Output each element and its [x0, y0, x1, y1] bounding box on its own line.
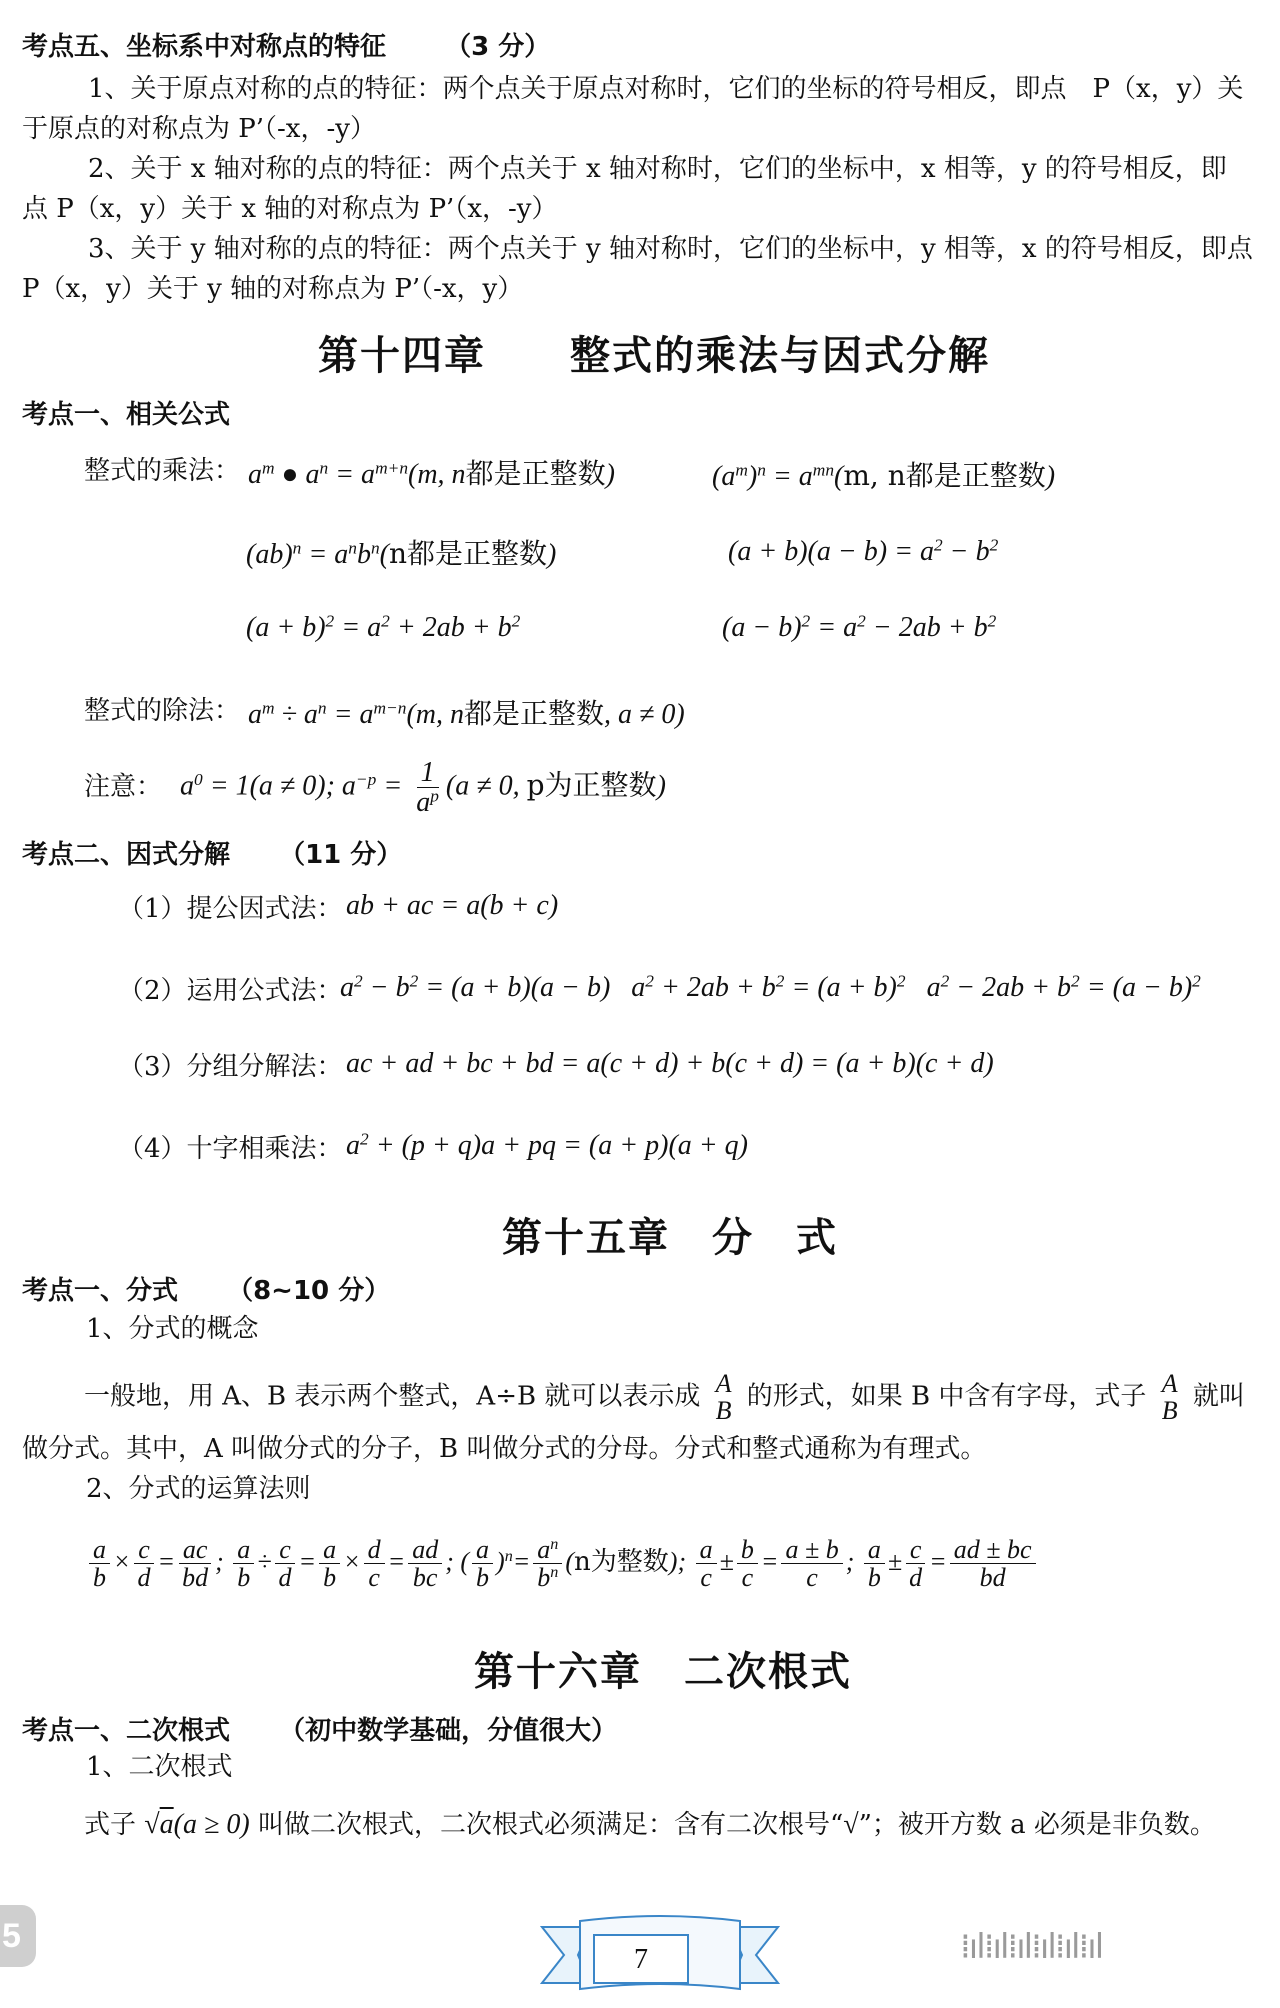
- formula-factor-identities: $a^2 - b^2 = (a + b)(a - b) a^2 + 2ab + b^2 = (a + b)^2$ $a^2 - 2ab + b^2 = (a - b)^2$: [340, 971, 1201, 1003]
- formula-square-diff: $(a - b)^2 = a^2 - 2ab + b^2$: [722, 611, 997, 643]
- mul-label: 整式的乘法：: [84, 456, 241, 486]
- cond-n-integer: n为整数: [574, 1546, 669, 1577]
- sec5-para2-line1: 2、关于 x 轴对称的点的特征：两个点关于 x 轴对称时，它们的坐标中，x 相等，y 的符号相反，即: [88, 154, 1227, 184]
- fraction-concept-line2: 做分式。其中，A 叫做分式的分子，B 叫做分式的分母。分式和整式通称为有理式。: [22, 1434, 987, 1464]
- formula-product-power: $(ab)^n = a^nb^n(n$都是正整数): [246, 537, 557, 570]
- ch15-subsection-2: 2、分式的运算法则: [86, 1474, 311, 1504]
- ch15-k1-score: （8~10 分）: [227, 1276, 391, 1306]
- fraction-concept-text-a: 一般地，用 A、B 表示两个整式，A÷B 就可以表示成: [84, 1381, 701, 1412]
- chapter16-title: 第十六章 二次根式: [474, 1649, 852, 1695]
- formula-power-of-power: $(a^m)^n = a^{mn}(m$, n都是正整数): [712, 459, 1056, 492]
- fraction-concept-text-c: 就叫: [1192, 1381, 1245, 1412]
- factor-method-2-label: （2）运用公式法：: [118, 976, 343, 1006]
- fraction-a-over-b: A B: [715, 1369, 732, 1426]
- ch16-k1-note: （初中数学基础，分值很大）: [279, 1716, 618, 1746]
- formula-common-factor: ab + ac = a(b + c): [346, 890, 559, 921]
- watermark-bars: ⁞ıl⁞ıl⁞ıl⁞ıl⁞ıl⁞ıl: [960, 1927, 1103, 1967]
- ch16-k1-text: 考点一、二次根式: [22, 1716, 231, 1746]
- fraction-a-over-b-2: A B: [1161, 1369, 1178, 1426]
- ch15-subsection-1: 1、分式的概念: [86, 1314, 259, 1344]
- ch14-k2-title: [22, 834, 402, 871]
- sec5-score: （3 分）: [445, 32, 551, 62]
- sqrt-symbol: √: [843, 1809, 859, 1840]
- factor-method-4-label: （4）十字相乘法：: [118, 1134, 343, 1164]
- cond-p: p为正整数: [526, 768, 657, 802]
- factor-method-3-label: （3）分组分解法：: [118, 1052, 343, 1082]
- ch16-subsection-1: 1、二次根式: [86, 1752, 233, 1782]
- ch15-k1-title: [22, 1270, 390, 1307]
- sec5-para1-line1: 1、关于原点对称的点的特征：两个点关于原点对称时，它们的坐标的符号相反，即点 P（x，y）关: [88, 74, 1244, 104]
- formula-cross-multiplication: $a^2 + (p + q)a$ + pq = (a + p)(a + q): [346, 1129, 748, 1161]
- ch15-k1-text: 考点一、分式: [22, 1276, 179, 1306]
- ch16-k1-title: [22, 1710, 617, 1747]
- formula-grouping: ac + ad + bc + bd = a(c + d) + b(c + d) = (a + b)(c + d): [346, 1048, 994, 1079]
- formula-power-quotient: $a^m \div a^n = a^{m-n}(m$, n都是正整数, a ≠ 0): [248, 697, 685, 730]
- formula-zero-negative-exponent: $a^0 = 1(a \ne 0)$; $a^{-p}$ = $\frac{1}{a^p}$ (a ≠ 0, p为正整数): [180, 757, 666, 819]
- formula-power-product: $a^m$ ● $a^n = a^{m+n}(m$, n都是正整数): [248, 457, 615, 490]
- div-label: 整式的除法：: [84, 696, 241, 726]
- ch14-k2-text: 考点二、因式分解: [22, 840, 231, 870]
- sqrt-text-b: 叫做二次根式，二次根式必须满足：含有二次根号“: [257, 1810, 844, 1840]
- sec5-para1-line2: 于原点的对称点为 P’（-x，-y）: [22, 114, 376, 144]
- sqrt-definition-line: [84, 1808, 1216, 1842]
- fraction-concept-text-b: 的形式，如果 B 中含有字母，式子: [746, 1381, 1147, 1412]
- side-tab-label: 5: [2, 1917, 21, 1955]
- fraction-one-over-ap: $\frac{1}{a^p}$: [416, 757, 439, 819]
- sqrt-text-c: ”；被开方数 a 必须是非负数。: [858, 1810, 1216, 1840]
- sqrt-expression: √a(a ≥ 0): [144, 1809, 250, 1840]
- sqrt-text-a: 式子: [84, 1810, 137, 1840]
- sec5-para3-line1: 3、关于 y 轴对称的点的特征：两个点关于 y 轴对称时，它们的坐标中，y 相等，x 的符号相反，即点: [88, 234, 1253, 264]
- cond-n: n都是正整数: [388, 537, 547, 570]
- formula-square-sum: $(a + b)^2 = a^2 + 2ab + b^2$: [246, 611, 521, 643]
- formula-fraction-operations: $\frac{a}{b}$ × $\frac{c}{d}$ = $\frac{ac}{bd}$ ; $\frac{a}{b}$ ÷ $\frac{c}{d}$ = $\frac{a}{b}$ × $\frac{d}{c}$ = $\frac{ad}{bc}$ ; ( $\frac{a}{b}$ )$^n$= $\frac{a^n}{b^n}$ (n为整数); $\frac{a}{c}$ ± $\frac{b}{c}$ = $\frac{a \pm b}{c}$ ; $\frac{a}{b}$ ± $\frac{c}{d}$ = $\frac{ad \pm bc}{bd}$: [86, 1536, 1039, 1592]
- formula-difference-of-squares: $(a + b)(a - b) = a^2 - b^2$: [728, 535, 999, 567]
- note-label: 注意：: [84, 772, 163, 802]
- page-number: 7: [634, 1944, 648, 1975]
- sec5-title: [22, 26, 550, 63]
- ch14-k1-title: 考点一、相关公式: [22, 400, 231, 430]
- factor-method-1-label: （1）提公因式法：: [118, 894, 343, 924]
- cond-mn: m, n都是正整数: [843, 459, 1046, 492]
- chapter14-title: 第十四章 整式的乘法与因式分解: [318, 333, 990, 379]
- sec5-title-text: 考点五、坐标系中对称点的特征: [22, 32, 387, 62]
- ch14-k2-score: （11 分）: [279, 840, 403, 870]
- side-tab: [0, 1905, 36, 1967]
- chapter15-title: 第十五章 分 式: [502, 1215, 838, 1261]
- sec5-para2-line2: 点 P（x，y）关于 x 轴的对称点为 P’（x，-y）: [22, 194, 558, 224]
- sec5-para3-line2: P（x，y）关于 y 轴的对称点为 P’（-x，y）: [22, 274, 524, 304]
- fraction-concept-line1: [84, 1370, 1245, 1425]
